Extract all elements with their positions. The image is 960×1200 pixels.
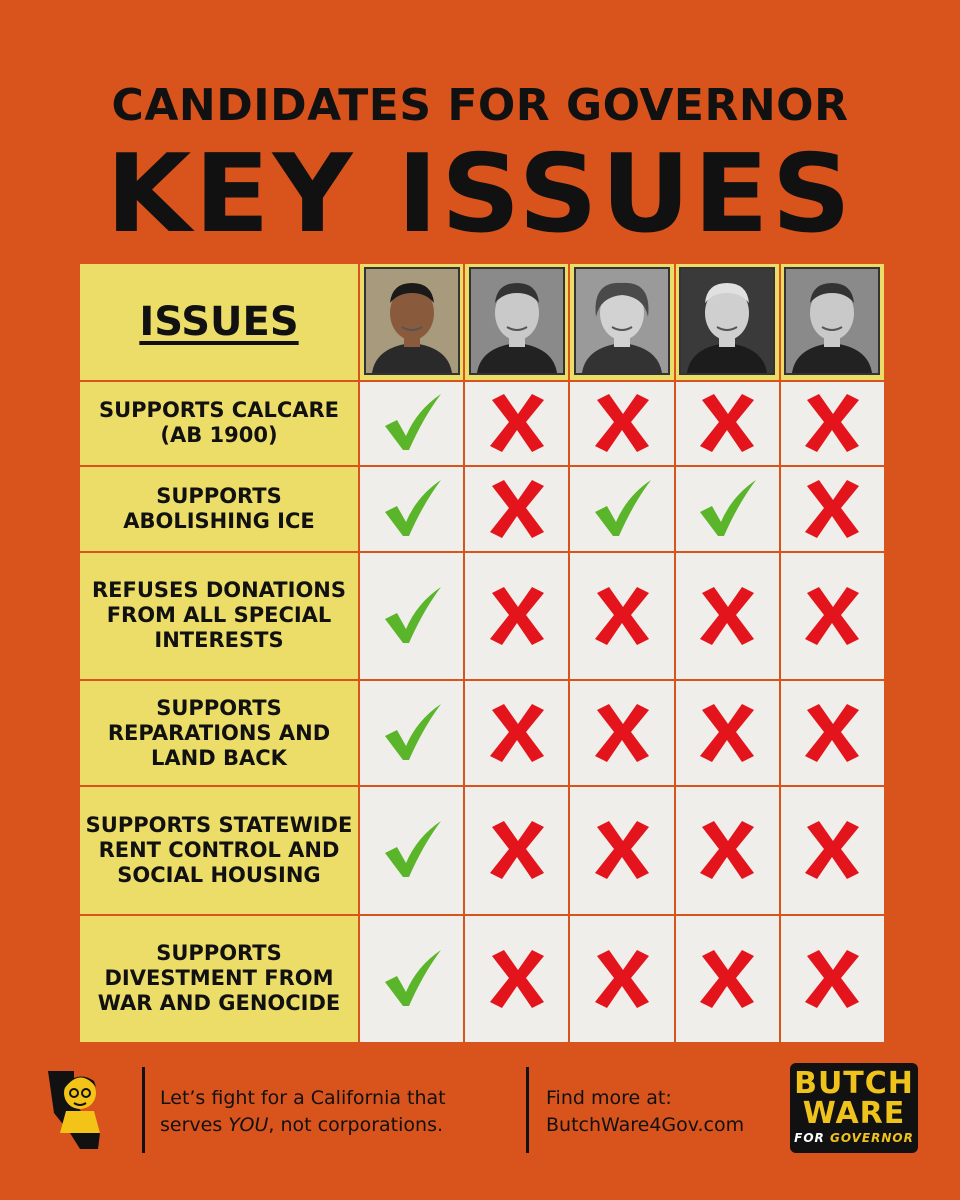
candidate-3-photo [574,267,670,375]
mark-cell-x [675,786,780,914]
candidate-4-photo [679,267,775,375]
mark-cell-x [780,786,885,914]
portrait-icon [576,269,668,373]
x-icon [799,390,865,456]
mark-cell-check [675,466,780,552]
mark-cell-x [569,680,674,786]
x-icon [589,946,655,1012]
header-row [79,263,885,381]
mark-cell-x [675,680,780,786]
mark-cell-x [780,552,885,680]
mark-cell-x [464,915,569,1043]
find-more-label: Find more at: [546,1087,672,1109]
issue-label: SUPPORTS ABOLISHING ICE [79,466,359,552]
campaign-logo [790,1063,918,1153]
mark-cell-check [359,680,464,786]
check-icon [379,817,445,883]
candidate-header-2 [464,263,569,381]
x-icon [799,817,865,883]
issue-label: SUPPORTS REPARATIONS AND LAND BACK [79,680,359,786]
logo-line-3: FOR GOVERNOR [794,1131,914,1145]
logo-line-1: BUTCH [794,1066,914,1101]
candidate-header-4 [675,263,780,381]
check-icon [379,700,445,766]
title-line-1: CANDIDATES FOR GOVERNOR [111,80,849,131]
x-icon [484,817,550,883]
issue-row [79,680,885,786]
x-icon [694,700,760,766]
candidate-5-photo [784,267,880,375]
portrait-icon [471,269,563,373]
candidate-header-1 [359,263,464,381]
issue-row [79,466,885,552]
issues-header: ISSUES [79,263,359,381]
mark-cell-x [780,466,885,552]
footer [0,1055,960,1200]
issue-label: REFUSES DONATIONS FROM ALL SPECIAL INTERESTS [79,552,359,680]
check-icon [589,476,655,542]
mark-cell-x [780,381,885,465]
footer-find-more [546,1085,786,1139]
mark-cell-x [675,915,780,1043]
x-icon [694,817,760,883]
check-icon [379,583,445,649]
check-icon [694,476,760,542]
footer-tagline: Let’s fight for a California that serves YOU, not corporations. [160,1087,446,1136]
mark-cell-x [675,552,780,680]
x-icon [484,583,550,649]
mark-cell-check [359,552,464,680]
x-icon [799,700,865,766]
mark-cell-check [359,381,464,465]
footer-divider-right [526,1067,529,1153]
mark-cell-x [569,915,674,1043]
x-icon [694,390,760,456]
title-line-2: KEY ISSUES [105,132,855,257]
mark-cell-check [359,786,464,914]
mark-cell-x [780,915,885,1043]
candidate-header-5 [780,263,885,381]
x-icon [484,700,550,766]
check-icon [379,390,445,456]
check-icon [379,476,445,542]
issue-label: SUPPORTS STATEWIDE RENT CONTROL AND SOCIAL HOUSING [79,786,359,914]
x-icon [799,946,865,1012]
x-icon [799,476,865,542]
issue-row [79,786,885,914]
website-link[interactable]: ButchWare4Gov.com [546,1114,745,1136]
issue-label: SUPPORTS CALCARE (AB 1900) [79,381,359,465]
candidate-header-3 [569,263,674,381]
x-icon [799,583,865,649]
mark-cell-x [464,786,569,914]
footer-divider-left [142,1067,145,1153]
x-icon [484,476,550,542]
x-icon [589,817,655,883]
mark-cell-x [464,680,569,786]
x-icon [694,583,760,649]
x-icon [589,583,655,649]
issue-row [79,552,885,680]
x-icon [484,390,550,456]
mark-cell-x [569,552,674,680]
mark-cell-check [569,466,674,552]
check-icon [379,946,445,1012]
mark-cell-x [780,680,885,786]
mark-cell-x [675,381,780,465]
portrait-icon [681,269,773,373]
candidate-1-photo [364,267,460,375]
x-icon [694,946,760,1012]
issue-row [79,381,885,465]
candidate-2-photo [469,267,565,375]
mark-cell-x [569,381,674,465]
mark-cell-x [464,552,569,680]
issues-table [78,262,886,1044]
portrait-icon [366,269,458,373]
x-icon [589,390,655,456]
issue-row [79,915,885,1043]
portrait-icon [786,269,878,373]
candidate-portrait-logo-icon [40,1063,130,1153]
x-icon [484,946,550,1012]
mark-cell-x [464,381,569,465]
mark-cell-check [359,466,464,552]
mark-cell-check [359,915,464,1043]
mark-cell-x [464,466,569,552]
x-icon [589,700,655,766]
issue-label: SUPPORTS DIVESTMENT FROM WAR AND GENOCIDE [79,915,359,1043]
mark-cell-x [569,786,674,914]
logo-line-2: WARE [802,1096,906,1131]
